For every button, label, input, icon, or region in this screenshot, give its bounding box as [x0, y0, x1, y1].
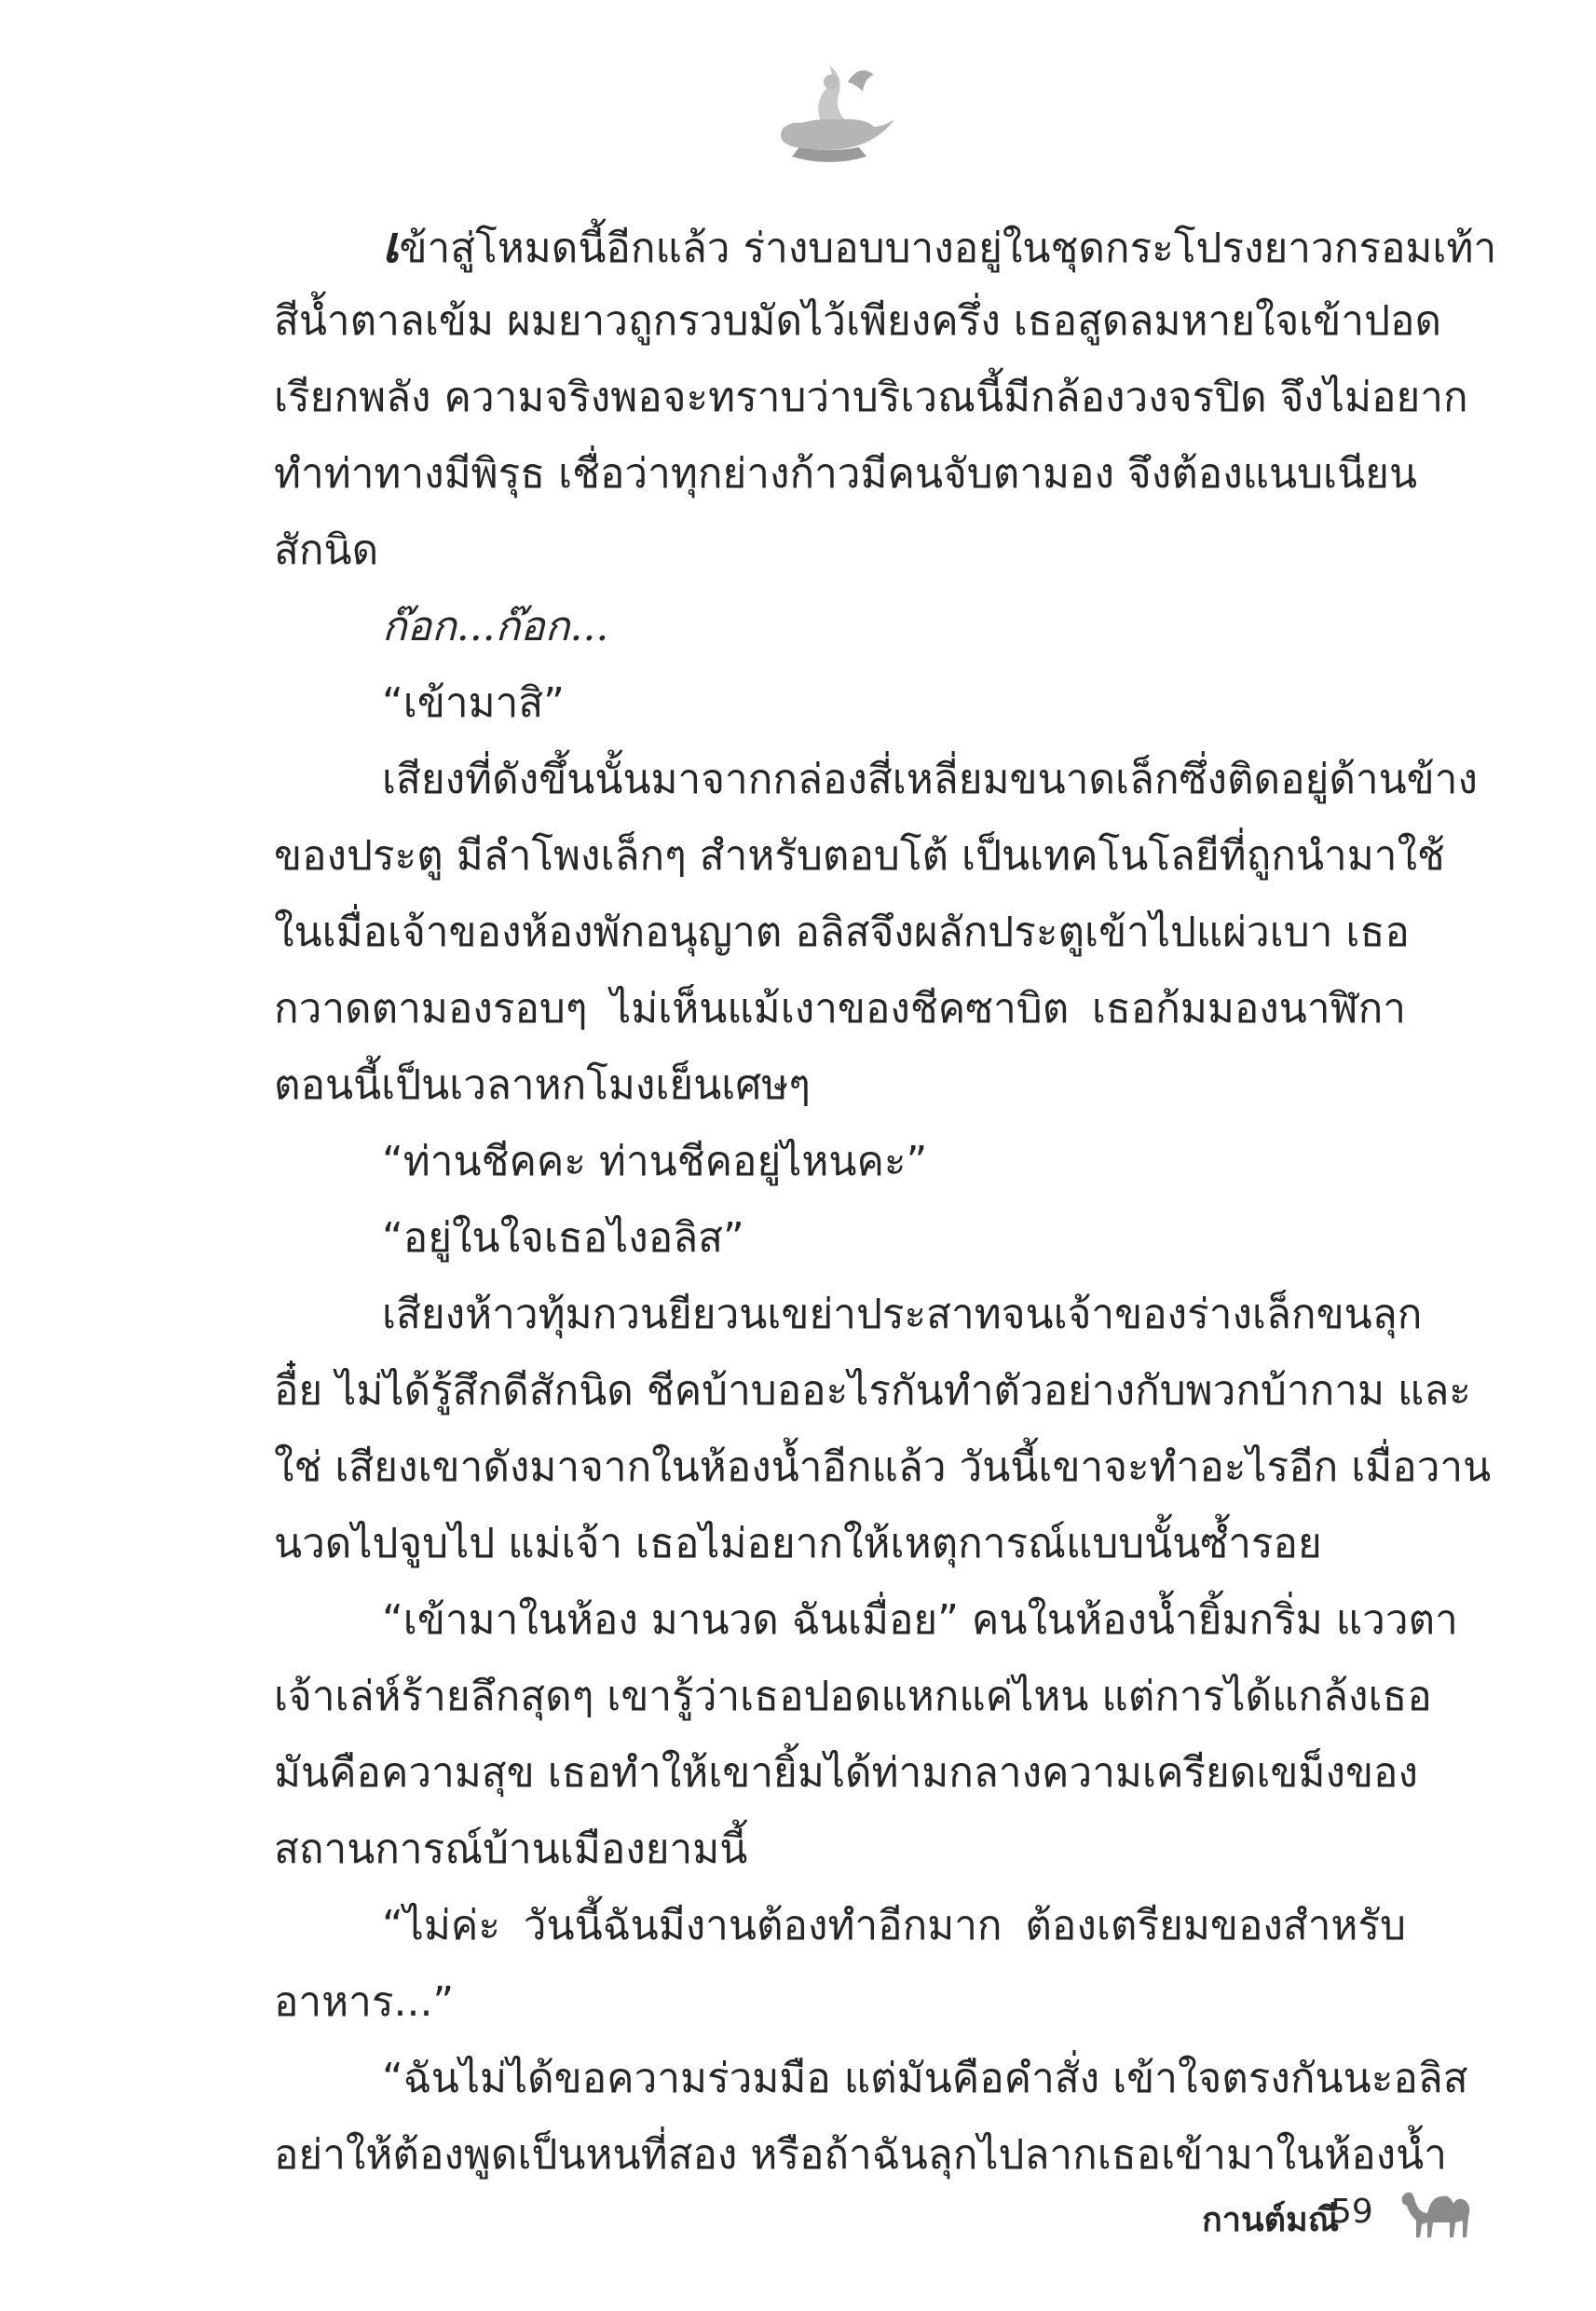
text-line — [274, 1888, 1406, 1964]
line-text: “เข้ามาสิ” — [382, 679, 565, 727]
line-text: “อยู่ในใจเธอไงอลิส” — [382, 1214, 744, 1262]
line-text: มันคือความสุข เธอทำให้เขายิ้มได้ท่ามกลางความเครียดเขม็งของ — [274, 1749, 1418, 1797]
line-text: สักนิด — [274, 526, 379, 574]
line-text: ใช่ เสียงเขาดังมาจากในห้องน้ำอีกแล้ว วันนี้เขาจะทำอะไรอีก เมื่อวาน — [274, 1443, 1492, 1491]
text-line — [274, 1353, 1471, 1429]
line-text: ในเมื่อเจ้าของห้องพักอนุญาต อลิสจึงผลักประตูเข้าไปแผ่วเบา เธอ — [274, 909, 1410, 956]
line-text: เสียงที่ดังขึ้นนั้นมาจากกล่องสี่เหลี่ยมขนาดเล็กซึ่งติดอยู่ด้านข้าง — [382, 756, 1478, 803]
line-text: เสียงห้าวทุ้มกวนยียวนเขย่าประสาทจนเจ้าของร่างเล็กขนลุก — [382, 1291, 1423, 1338]
text-line — [274, 1812, 1406, 1888]
text-line — [274, 1582, 1458, 1659]
text-line — [274, 895, 1410, 971]
text-line — [274, 1124, 1406, 1200]
line-text: ตอนนี้เป็นเวลาหกโมงเย็นเศษๆ — [274, 1061, 811, 1109]
line-text: เรียกพลัง ความจริงพอจะทราบว่าบริเวณนี้มีกล้องวงจรปิด จึงไม่อยาก — [274, 374, 1468, 421]
text-line — [274, 1964, 1406, 2041]
text-line — [274, 665, 1406, 742]
text-line — [274, 1659, 1432, 1735]
drop-cap: เ — [382, 215, 400, 274]
line-text: เจ้าเล่ห์ร้ายลึกสุดๆ เขารู้ว่าเธอปอดแหกแค่ไหน แต่การได้แกล้งเธอ — [274, 1673, 1432, 1720]
text-line — [274, 742, 1478, 818]
line-text: “ฉันไม่ได้ขอความร่วมมือ แต่มันคือคำสั่ง เข้าใจตรงกันนะอลิส — [382, 2055, 1468, 2102]
line-text: ก๊อก...ก๊อก... — [382, 603, 609, 650]
line-text: ทำท่าทางมีพิรุธ เชื่อว่าทุกย่างก้าวมีคนจับตามอง จึงต้องแนบเนียน — [274, 450, 1418, 498]
text-line — [274, 971, 1406, 1047]
line-text: “ไม่ค่ะ วันนี้ฉันมีงานต้องทำอีกมาก ต้องเตรียมของสำหรับ — [382, 1902, 1406, 1949]
text-line — [274, 283, 1442, 360]
line-text: ข้าสู่โหมดนี้อีกแล้ว ร่างบอบบางอยู่ในชุดกระโปรงยาวกรอมเท้า — [399, 225, 1497, 272]
line-text: “ท่านชีคคะ ท่านชีคอยู่ไหนคะ” — [382, 1138, 928, 1185]
line-text: สีน้ำตาลเข้ม ผมยาวถูกรวบมัดไว้เพียงครึ่ง เธอสูดลมหายใจเข้าปอด — [274, 297, 1442, 345]
text-line — [274, 360, 1468, 436]
body-text — [274, 207, 1497, 2194]
text-line — [274, 513, 1406, 589]
text-line — [274, 1277, 1423, 1353]
text-line — [274, 818, 1445, 895]
footer-title: กานต์มณี — [1202, 2201, 1340, 2239]
text-line — [274, 1506, 1406, 1582]
text-line — [274, 2041, 1468, 2117]
line-text: อาหาร...” — [274, 1978, 455, 2026]
text-line — [274, 1200, 1406, 1277]
page-footer — [1202, 2176, 1481, 2250]
text-line — [274, 207, 1497, 283]
line-text: “เข้ามาในห้อง มานวด ฉันเมื่อย” คนในห้องน้ำยิ้มกริ่ม แววตา — [382, 1596, 1458, 1644]
genie-lamp-ornament-icon — [755, 54, 904, 175]
line-text: นวดไปจูบไป แม่เจ้า เธอไม่อยากให้เหตุการณ์แบบนั้นซ้ำรอย — [274, 1520, 1322, 1567]
line-text: อื๋ย ไม่ได้รู้สึกดีสักนิด ชีคบ้าบออะไรกันทำตัวอย่างกับพวกบ้ากาม และ — [274, 1367, 1471, 1415]
camel-icon — [1396, 2176, 1481, 2241]
text-line — [274, 1735, 1418, 1812]
line-text: อย่าให้ต้องพูดเป็นหนที่สอง หรือถ้าฉันลุกไปลากเธอเข้ามาในห้องน้ำ — [274, 2131, 1447, 2179]
line-text: กวาดตามองรอบๆ ไม่เห็นแม้เงาของชีคซาบิต เธอก้มมองนาฬิกา — [274, 985, 1406, 1032]
text-line — [274, 1429, 1492, 1506]
line-text: สถานการณ์บ้านเมืองยามนี้ — [274, 1826, 748, 1873]
line-text: ของประตู มีลำโพงเล็กๆ สำหรับตอบโต้ เป็นเทคโนโลยีที่ถูกนำมาใช้ — [274, 832, 1445, 880]
text-line — [274, 436, 1418, 513]
page-number: 59 — [1330, 2193, 1373, 2231]
text-line — [274, 589, 1406, 665]
text-line — [274, 1047, 1406, 1124]
